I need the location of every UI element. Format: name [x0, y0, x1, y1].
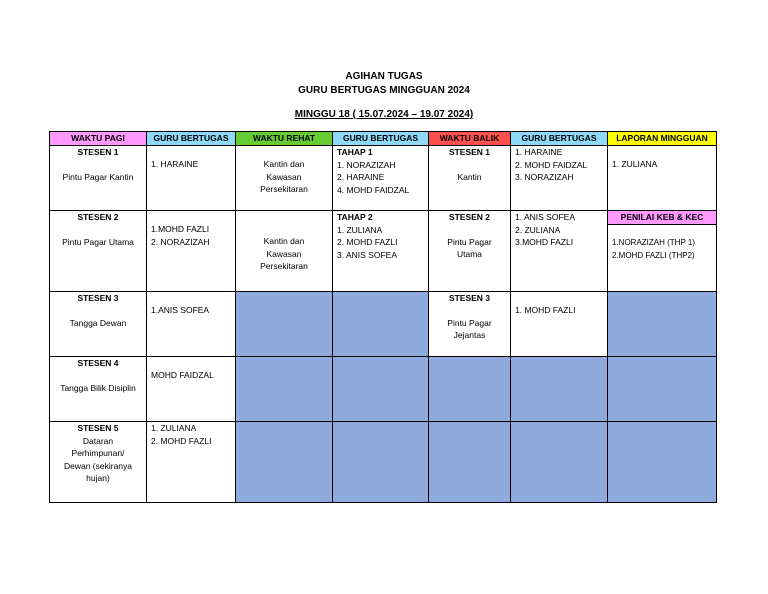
teacher-name: 1. ANIS SOFEA: [515, 212, 575, 222]
table-row: [50, 292, 717, 357]
penilai-name: 2.MOHD FAZLI (THP2): [612, 250, 695, 260]
stesen-location: hujan): [86, 473, 110, 483]
pagi-stesen-1-guru: [147, 146, 236, 211]
empty-cell: [511, 422, 608, 503]
header-laporan-mingguan: LAPORAN MINGGUAN: [608, 132, 717, 146]
empty-cell: [429, 357, 511, 422]
penilai-label: PENILAI KEB & KEC: [608, 211, 716, 225]
empty-cell: [333, 292, 429, 357]
empty-cell: [429, 422, 511, 503]
pagi-stesen-2-guru: [147, 211, 236, 292]
location-line: Kantin dan: [263, 159, 305, 169]
stesen-location: Dataran: [82, 435, 114, 446]
laporan-guru: [608, 146, 717, 211]
header-waktu-pagi: WAKTU PAGI: [50, 132, 147, 146]
teacher-name: 2. ZULIANA: [515, 224, 561, 235]
balik-stesen-2-guru: [511, 211, 608, 292]
location-line: Kawasan: [266, 248, 302, 259]
tahap-label: TAHAP 2: [337, 212, 373, 222]
stesen-location: Dewan (sekiranya: [63, 460, 133, 471]
empty-cell: [236, 292, 333, 357]
teacher-name: 2. MOHD FAZLI: [151, 435, 212, 446]
location-line: Persekitaran: [260, 184, 308, 194]
location-line: Kantin dan: [263, 236, 305, 246]
empty-cell: [608, 292, 717, 357]
teacher-name: 1. HARAINE: [151, 159, 199, 169]
header-waktu-balik: WAKTU BALIK: [429, 132, 511, 146]
stesen-label: STESEN 5: [77, 423, 119, 433]
pagi-stesen-4-guru: [147, 357, 236, 422]
balik-stesen-2-cell: [429, 211, 511, 292]
teacher-name: 3. NORAZIZAH: [515, 172, 574, 182]
header-guru-bertugas-balik: GURU BERTUGAS: [511, 132, 608, 146]
laporan-penilai-cell: [608, 211, 717, 292]
teacher-name: 1.MOHD FAZLI: [151, 224, 210, 234]
table-row: [50, 146, 717, 211]
stesen-location: Tangga Dewan: [69, 317, 127, 328]
stesen-label: STESEN 2: [77, 212, 119, 222]
tahap-label: TAHAP 1: [337, 147, 373, 157]
header-row: [50, 132, 717, 146]
teacher-name: 1. MOHD FAZLI: [515, 305, 576, 315]
empty-cell: [511, 357, 608, 422]
stesen-label: STESEN 1: [77, 147, 119, 157]
table-row: [50, 422, 717, 503]
empty-cell: [608, 422, 717, 503]
rehat-tahap-2-guru: [333, 211, 429, 292]
teacher-name: 3. ANIS SOFEA: [337, 249, 397, 260]
empty-cell: [333, 422, 429, 503]
stesen-label: STESEN 4: [77, 358, 119, 368]
week-title: MINGGU 18 ( 15.07.2024 – 19.07 2024): [294, 109, 474, 120]
teacher-name: 1. ZULIANA: [337, 224, 383, 235]
title-line-2: GURU BERTUGAS MINGGUAN 2024: [298, 85, 470, 96]
empty-cell: [236, 422, 333, 503]
teacher-name: 2. NORAZIZAH: [151, 236, 210, 247]
stesen-location: Utama: [456, 249, 483, 259]
pagi-stesen-5-guru: [147, 422, 236, 503]
stesen-location: Pintu Pagar: [447, 236, 492, 247]
empty-cell: [608, 357, 717, 422]
pagi-stesen-3-guru: [147, 292, 236, 357]
stesen-label: STESEN 3: [77, 293, 119, 303]
stesen-location: Pintu Pagar: [447, 317, 492, 328]
stesen-location: Jejantas: [453, 330, 486, 340]
duty-table: [49, 131, 717, 503]
location-line: Kawasan: [266, 171, 302, 182]
teacher-name: 1.ANIS SOFEA: [151, 305, 210, 315]
table-row: [50, 357, 717, 422]
pagi-stesen-5-cell: [50, 422, 147, 503]
stesen-label: STESEN 2: [448, 212, 491, 222]
stesen-location: Perhimpunan/: [71, 448, 125, 458]
teacher-name: 3.MOHD FAZLI: [515, 237, 574, 247]
balik-stesen-1-cell: [429, 146, 511, 211]
pagi-stesen-1-cell: [50, 146, 147, 211]
pagi-stesen-3-cell: [50, 292, 147, 357]
header-guru-bertugas-rehat: GURU BERTUGAS: [333, 132, 429, 146]
teacher-name: 1. ZULIANA: [151, 423, 197, 433]
pagi-stesen-2-cell: [50, 211, 147, 292]
stesen-label: STESEN 1: [448, 147, 491, 157]
rehat-tahap-1-location: [236, 146, 333, 211]
teacher-name: 1. NORAZIZAH: [337, 159, 396, 170]
penilai-name: 1.NORAZIZAH (THP 1): [612, 238, 695, 247]
pagi-stesen-4-cell: [50, 357, 147, 422]
rehat-tahap-1-guru: [333, 146, 429, 211]
teacher-name: 1. HARAINE: [515, 147, 563, 157]
stesen-location: Kantin: [457, 171, 482, 182]
location-line: Persekitaran: [260, 261, 308, 271]
stesen-location: Pintu Pagar Kantin: [62, 171, 134, 182]
teacher-name: 4. MOHD FAIDZAL: [337, 184, 410, 195]
balik-stesen-3-guru: [511, 292, 608, 357]
stesen-location: Pintu Pagar Utama: [62, 236, 134, 247]
table-row: [50, 211, 717, 292]
teacher-name: MOHD FAIDZAL: [151, 370, 214, 380]
title-line-1: AGIHAN TUGAS: [345, 71, 423, 82]
balik-stesen-3-cell: [429, 292, 511, 357]
header-waktu-rehat: WAKTU REHAT: [236, 132, 333, 146]
rehat-tahap-2-location: [236, 211, 333, 292]
teacher-name: 2. MOHD FAIDZAL: [515, 159, 588, 170]
teacher-name: 2. HARAINE: [337, 172, 385, 182]
balik-stesen-1-guru: [511, 146, 608, 211]
teacher-name: 2. MOHD FAZLI: [337, 237, 398, 247]
stesen-location: Tangga Bilik Disiplin: [60, 382, 136, 393]
empty-cell: [333, 357, 429, 422]
header-guru-bertugas-pagi: GURU BERTUGAS: [147, 132, 236, 146]
teacher-name: 1. ZULIANA: [612, 159, 658, 169]
stesen-label: STESEN 3: [448, 293, 491, 303]
empty-cell: [236, 357, 333, 422]
